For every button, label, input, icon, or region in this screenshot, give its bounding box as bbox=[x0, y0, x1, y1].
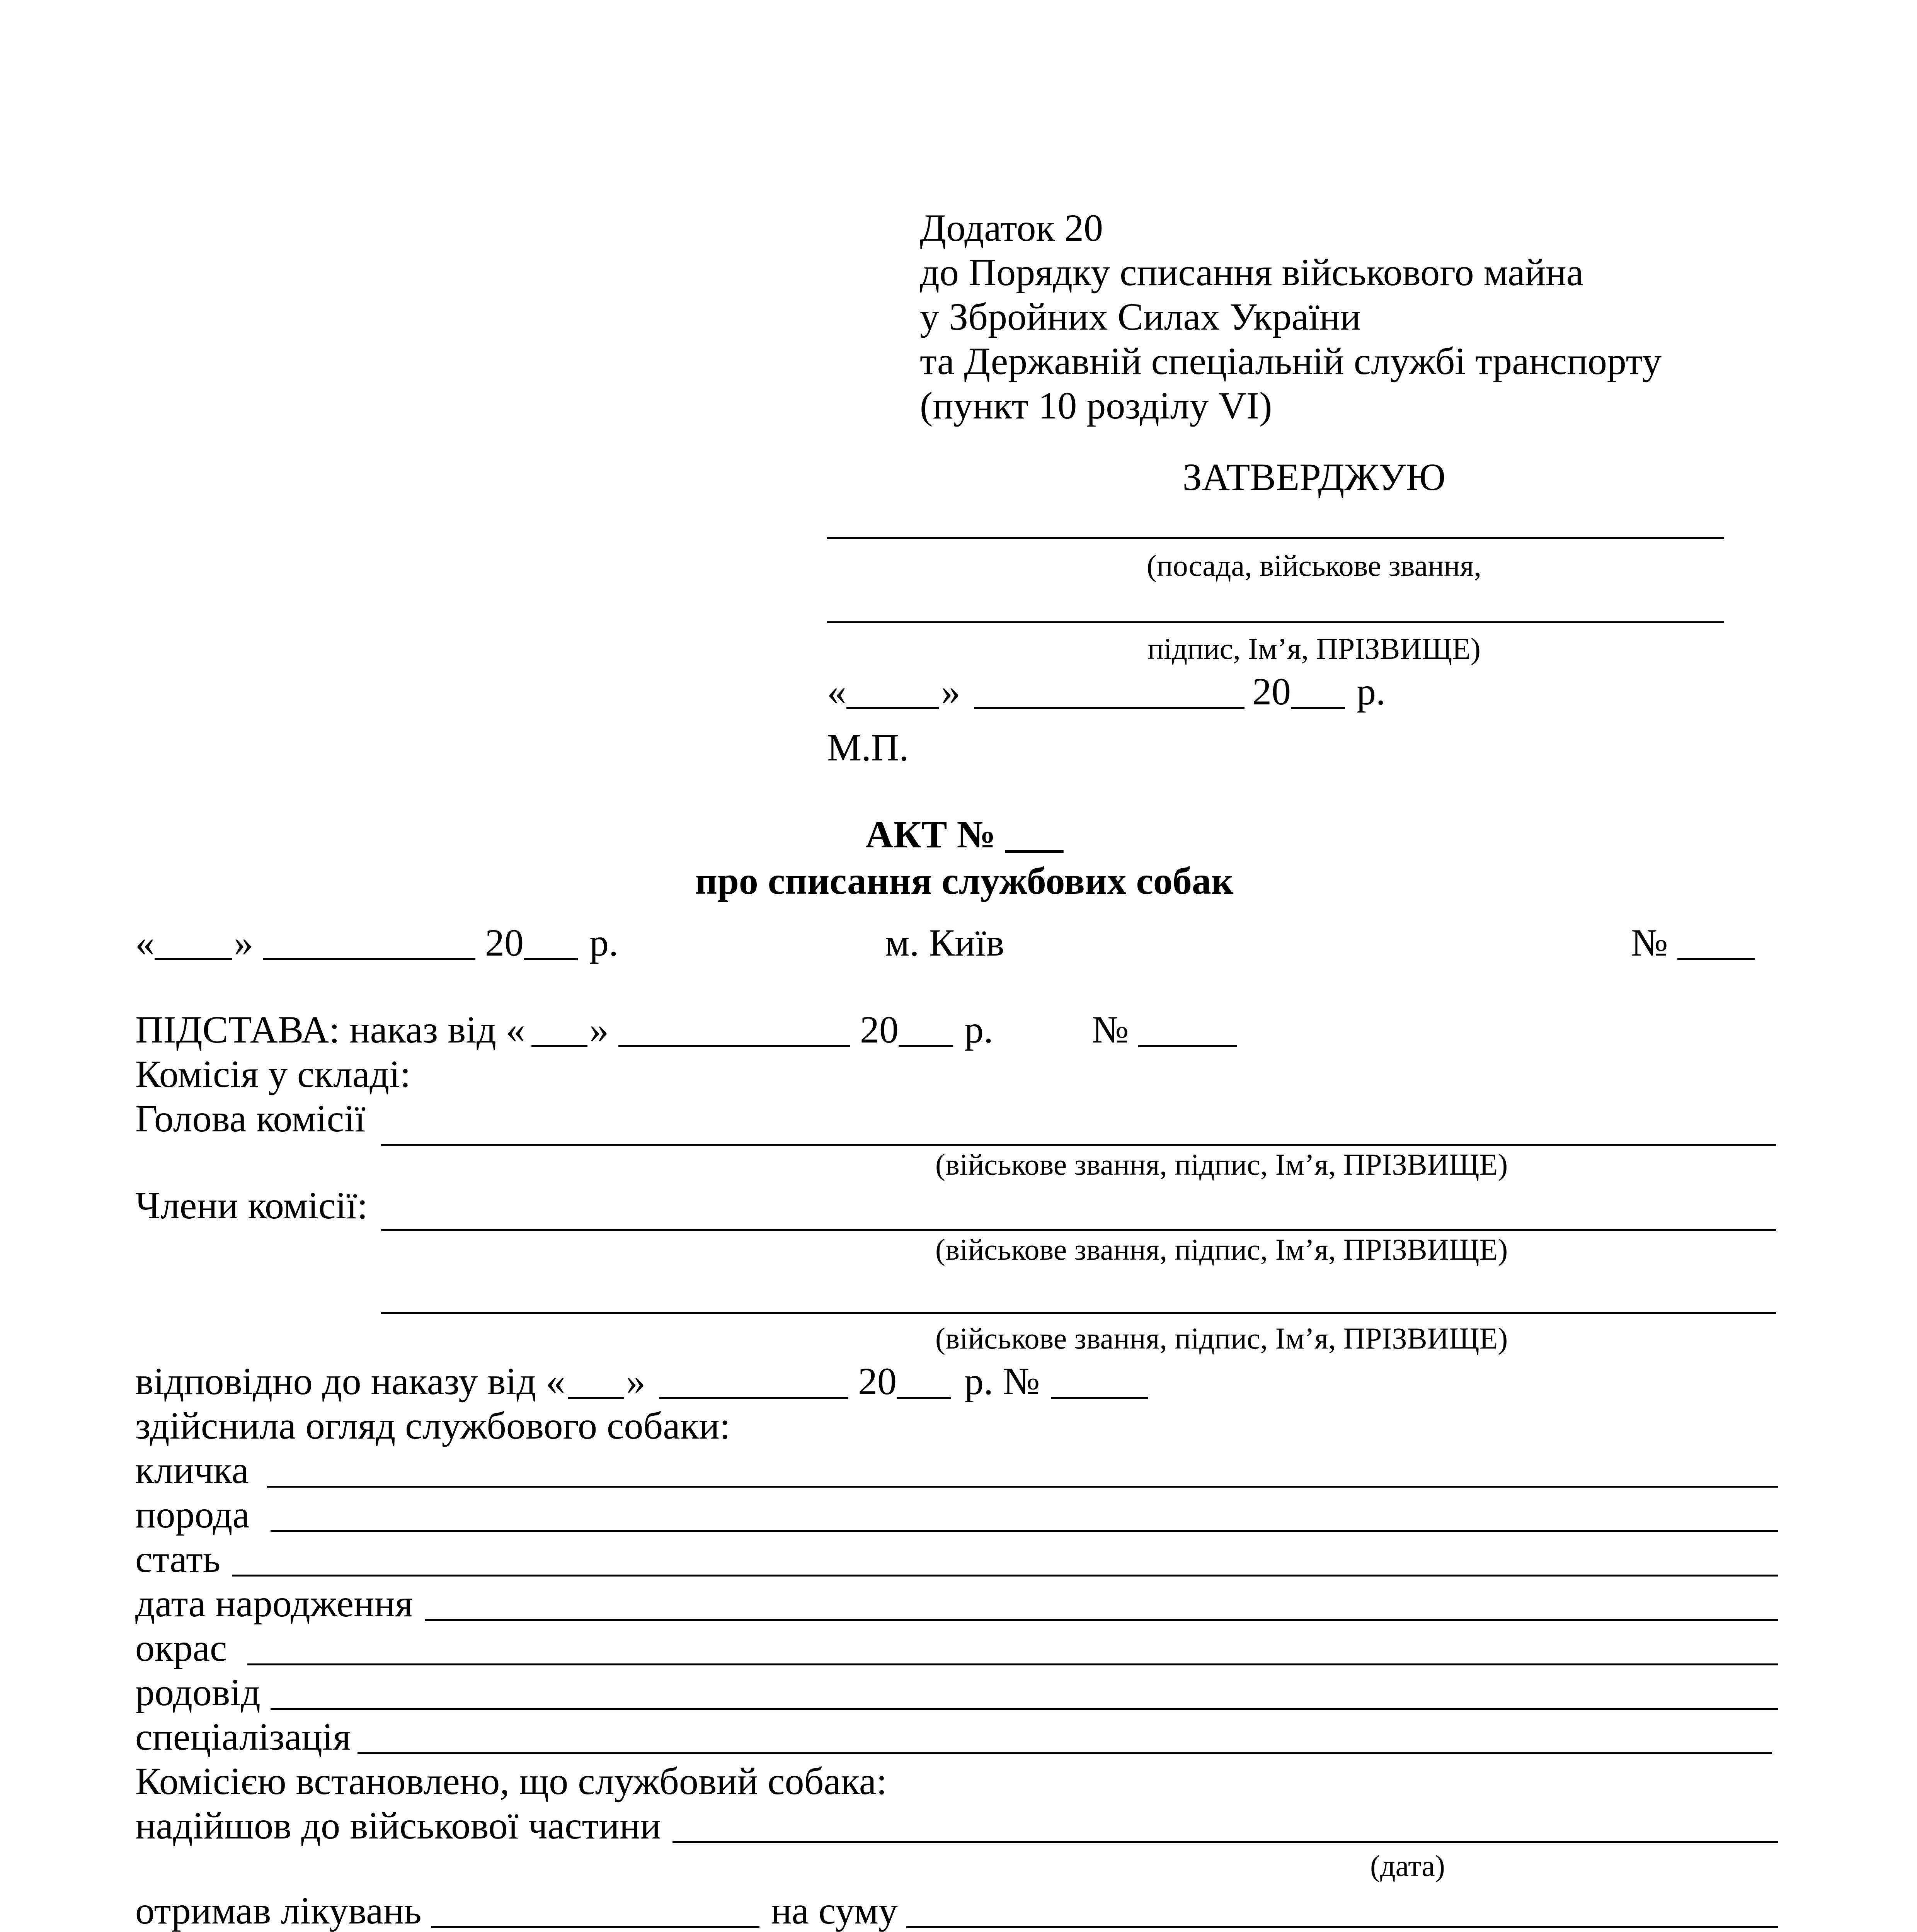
approve-month-blank[interactable] bbox=[974, 707, 1245, 709]
treatment-label: отримав лікувань bbox=[135, 1889, 422, 1932]
approve-heading: ЗАТВЕРДЖУЮ bbox=[1182, 456, 1446, 498]
appendix-line-4: та Державній спеціальній службі транспорту bbox=[920, 340, 1662, 383]
order-month-blank[interactable] bbox=[659, 1397, 848, 1399]
order-year-blank[interactable] bbox=[897, 1397, 951, 1399]
act-day-blank[interactable] bbox=[155, 958, 232, 960]
arrived-date-caption: (дата) bbox=[1370, 1849, 1445, 1883]
field-label-specialization: спеціалізація bbox=[135, 1715, 351, 1758]
commission-head-label: Голова комісії bbox=[135, 1097, 366, 1140]
field-line-name[interactable] bbox=[267, 1486, 1778, 1488]
order-day-blank[interactable] bbox=[568, 1397, 624, 1399]
sum-line[interactable] bbox=[906, 1926, 1778, 1928]
field-label-color: окрас bbox=[135, 1626, 227, 1669]
arrived-label: надійшов до військової частини bbox=[135, 1804, 661, 1847]
field-line-color[interactable] bbox=[247, 1663, 1778, 1665]
approve-caption-1: (посада, військове звання, bbox=[1146, 549, 1482, 582]
field-line-specialization[interactable] bbox=[358, 1752, 1772, 1754]
stamp-label: М.П. bbox=[827, 726, 909, 769]
act-year-blank[interactable] bbox=[524, 958, 578, 960]
approve-signature-line[interactable] bbox=[827, 621, 1724, 623]
commission-member-2-line[interactable] bbox=[381, 1312, 1776, 1314]
field-label-pedigree: родовід bbox=[135, 1671, 260, 1714]
commission-member-2-caption: (військове звання, підпис, Ім’я, ПРІЗВИЩЕ) bbox=[935, 1321, 1508, 1355]
approve-caption-2: підпис, Ім’я, ПРІЗВИЩЕ) bbox=[1147, 632, 1481, 665]
field-label-breed: порода bbox=[135, 1493, 250, 1536]
approve-position-line[interactable] bbox=[827, 537, 1724, 539]
sum-label: на суму bbox=[771, 1889, 898, 1932]
act-title: АКТ № ___ bbox=[865, 813, 1063, 856]
act-subtitle: про списання службових собак bbox=[695, 859, 1234, 902]
act-month-blank[interactable] bbox=[263, 958, 475, 960]
act-number-blank[interactable] bbox=[1677, 958, 1755, 960]
commission-head-caption: (військове звання, підпис, Ім’я, ПРІЗВИЩЕ) bbox=[935, 1148, 1508, 1181]
approve-year-blank[interactable] bbox=[1291, 707, 1345, 709]
basis-month-blank[interactable] bbox=[618, 1045, 850, 1047]
act-city: м. Київ bbox=[885, 921, 1004, 964]
basis-year-blank[interactable] bbox=[899, 1045, 953, 1047]
basis-number-blank[interactable] bbox=[1138, 1045, 1237, 1047]
act-number-label: № bbox=[1631, 921, 1668, 964]
field-line-pedigree[interactable] bbox=[271, 1708, 1778, 1710]
field-label-name: кличка bbox=[135, 1449, 249, 1492]
approve-day-blank[interactable] bbox=[846, 707, 939, 709]
field-label-sex: стать bbox=[135, 1537, 221, 1580]
field-label-birth-date: дата народження bbox=[135, 1582, 413, 1625]
field-line-birth-date[interactable] bbox=[425, 1619, 1778, 1621]
appendix-line-5: (пункт 10 розділу VI) bbox=[920, 384, 1272, 427]
basis-day-blank[interactable] bbox=[531, 1045, 587, 1047]
order-number-blank[interactable] bbox=[1051, 1397, 1148, 1399]
commission-member-1-caption: (військове звання, підпис, Ім’я, ПРІЗВИЩЕ) bbox=[935, 1233, 1508, 1266]
appendix-line-3: у Збройних Силах України bbox=[920, 295, 1361, 338]
commission-member-1-line[interactable] bbox=[381, 1229, 1776, 1231]
treatment-count-line[interactable] bbox=[431, 1926, 759, 1928]
appendix-line-2: до Порядку списання військового майна bbox=[920, 251, 1584, 294]
commission-composition: Комісія у складі: bbox=[135, 1053, 411, 1095]
commission-members-label: Члени комісії: bbox=[135, 1184, 368, 1227]
commission-head-line[interactable] bbox=[381, 1144, 1776, 1146]
arrived-line[interactable] bbox=[672, 1841, 1778, 1843]
findings-intro: Комісією встановлено, що службовий собака: bbox=[135, 1760, 887, 1803]
inspection-intro: здійснила огляд службового собаки: bbox=[135, 1404, 730, 1447]
field-line-sex[interactable] bbox=[232, 1575, 1778, 1577]
appendix-line-1: Додаток 20 bbox=[920, 206, 1103, 249]
field-line-breed[interactable] bbox=[271, 1530, 1778, 1532]
